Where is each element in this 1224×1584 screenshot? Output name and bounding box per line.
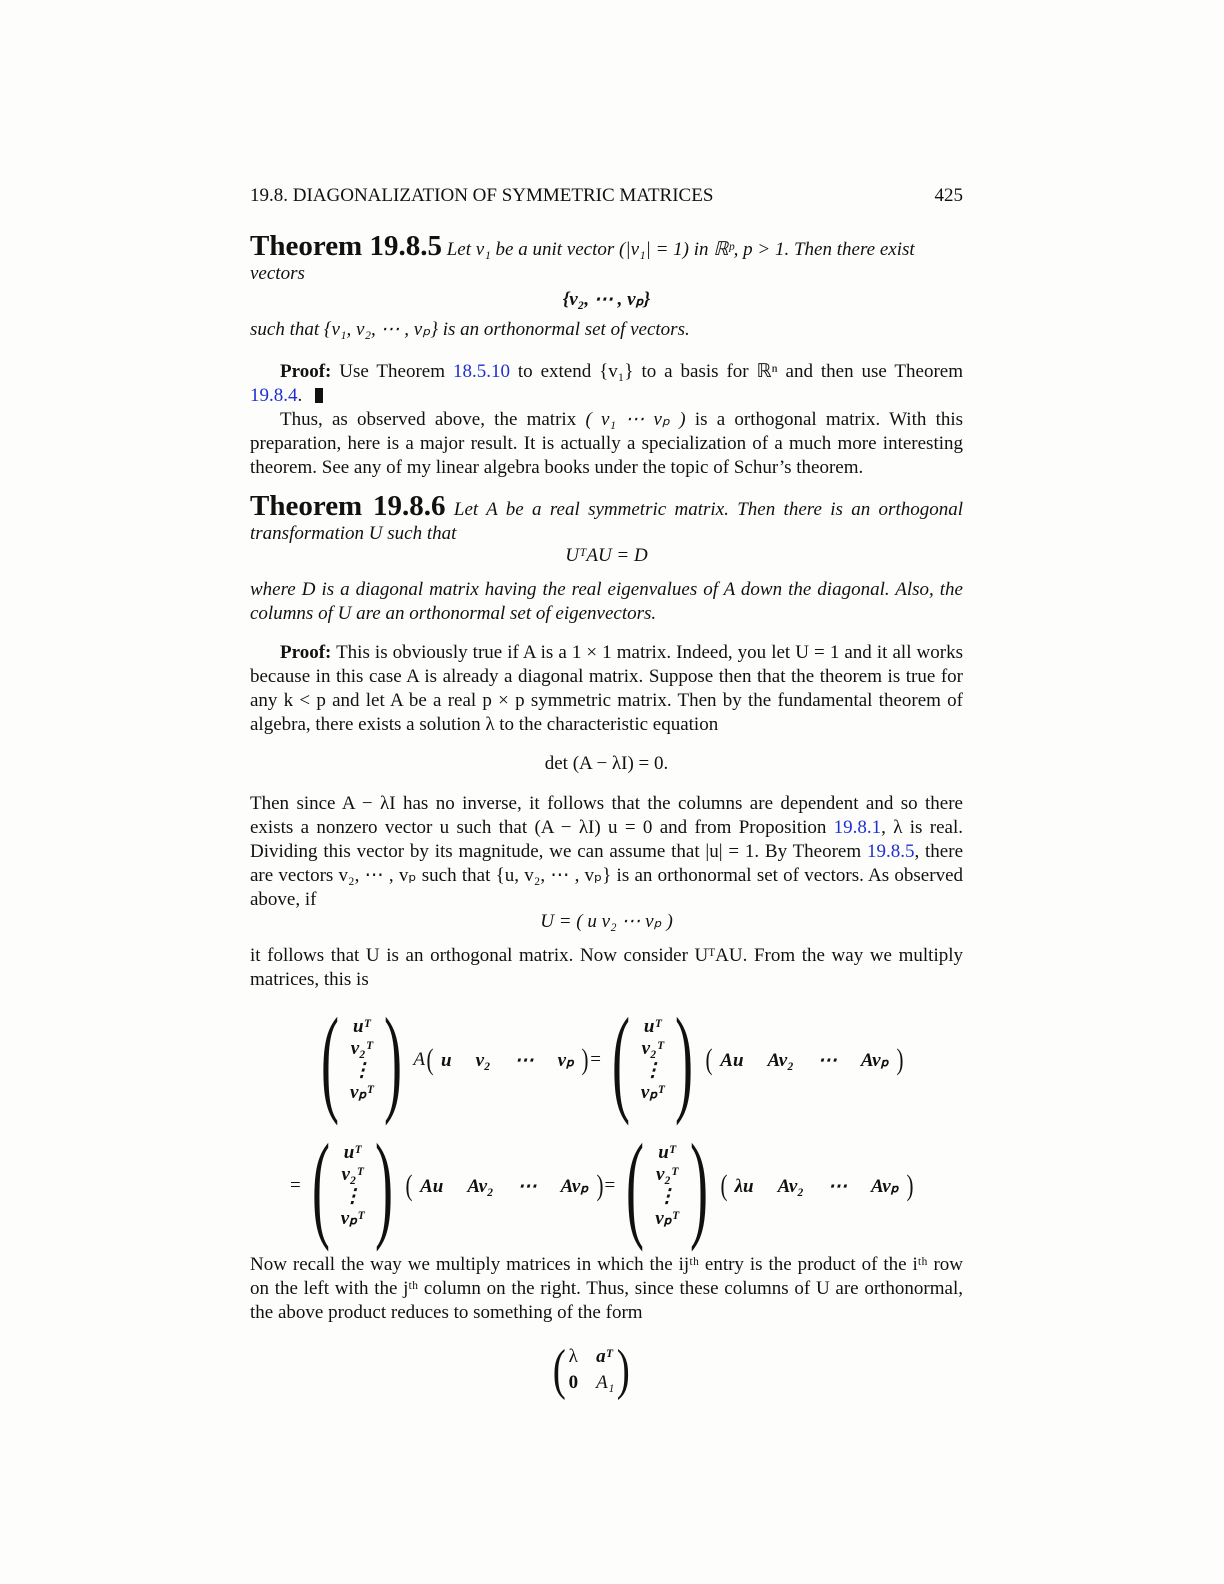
proof-text: to extend {v₁} to a basis for ℝⁿ and then use Theorem xyxy=(517,361,964,382)
display-math: det (A − λI) = 0. xyxy=(544,753,669,774)
matrix-entry: ⋯ xyxy=(827,1175,847,1197)
theorem-statement-cont: vectors xyxy=(250,263,305,284)
matrix-entry: ⋮ xyxy=(352,1060,372,1081)
left-paren: ( xyxy=(705,1043,713,1076)
link-theorem-19-8-5[interactable]: 19.8.5 xyxy=(866,841,915,862)
paragraph-text: preparation, here is a major result. It is actually a specialization of a much more interesting theorem. See any of my linear algebra books under the topic of Schur’s theorem. xyxy=(250,433,963,478)
proof-19-8-5 xyxy=(250,360,963,408)
paragraph xyxy=(250,408,963,480)
column-vector xyxy=(341,1142,364,1230)
proof-label: Proof: xyxy=(280,361,332,382)
left-paren: ( xyxy=(426,1043,434,1076)
right-paren: ) xyxy=(906,1169,914,1202)
theorem-statement-end: such that {v₁, v₂, ⋯ , vₚ} is an orthonormal set of vectors. xyxy=(250,319,690,340)
final-block-matrix xyxy=(550,1338,633,1402)
matrix-entry: λu xyxy=(734,1175,754,1197)
paragraph-text: , there are vectors v₂, ⋯ , vₚ such that {u, v₂, ⋯ , vₚ} is an orthonormal set of vectors. As observed above, if xyxy=(250,841,964,910)
right-paren: ) xyxy=(675,993,694,1126)
matrix-entry: Au xyxy=(720,1049,744,1071)
matrix-entry: ⋮ xyxy=(657,1186,677,1207)
matrix-entry: ⋮ xyxy=(342,1186,362,1207)
section-title: 19.8. DIAGONALIZATION OF SYMMETRIC MATRICES xyxy=(250,185,714,206)
right-paren: ) xyxy=(581,1043,589,1076)
row-vector xyxy=(441,1049,574,1072)
equation-row-2 xyxy=(290,1119,915,1252)
link-theorem-18-5-10[interactable]: 18.5.10 xyxy=(452,361,510,382)
matrix-entry: v₂ᵀ xyxy=(641,1038,664,1059)
paragraph: it follows that U is an orthogonal matrix. Now consider UᵀAU. From the way we multiply matrices, this is xyxy=(250,945,963,990)
matrix-grid xyxy=(569,1345,615,1395)
theorem-statement: Let A be a real symmetric matrix. Then there is an orthogonal transformation U such that xyxy=(250,499,964,544)
paragraph-text: , λ is real. Dividing this vector by its magnitude, we can assume that |u| = 1. By Theorem xyxy=(250,817,964,862)
proof-text: Use Theorem xyxy=(339,361,446,382)
matrix-symbol: A xyxy=(413,1049,425,1070)
matrix-entry: uᵀ xyxy=(658,1142,676,1163)
matrix-entry: vₚᵀ xyxy=(340,1208,365,1229)
matrix-entry: ⋯ xyxy=(817,1049,837,1071)
proof-text: . xyxy=(297,385,303,406)
paragraph: Now recall the way we multiply matrices in which the ijᵗʰ entry is the product of the iᵗʰ row on the left with the jᵗʰ column on the right. Thus, since these columns of U are orthonormal, the above product reduces to something of the form xyxy=(250,1254,963,1323)
matrix-entry: v₂ᵀ xyxy=(655,1164,678,1185)
left-paren: ( xyxy=(405,1169,413,1202)
equals-sign: = xyxy=(590,1049,601,1070)
paragraph xyxy=(250,792,963,912)
paragraph-text: Then since A − λI has no inverse, it follows that the columns are dependent and so there exists a nonzero vector u such that (A − λI) u = 0 and from Proposition xyxy=(250,793,963,838)
theorem-statement-end: where D is a diagonal matrix having the real eigenvalues of A down the diagonal. Also, the columns of U are an orthonormal set of eigenvectors. xyxy=(250,579,963,624)
matrix-entry: Avₚ xyxy=(860,1049,889,1071)
matrix-entry: vₚᵀ xyxy=(349,1082,374,1103)
right-paren: ) xyxy=(384,993,403,1126)
paragraph-text: is a orthogonal matrix. With this xyxy=(694,409,964,430)
row-vector xyxy=(420,1175,588,1198)
matrix-entry: uᵀ xyxy=(352,1016,371,1037)
matrix-entry: Au xyxy=(420,1175,444,1197)
proof-text: This is obviously true if A is a 1 × 1 matrix. Indeed, you let U = 1 and it all works because in this case A is already a diagonal matrix. Suppose then that the theorem is true for any k < p and let A be a real p × p symmetric matrix. Then by the fundamental theorem of algebra, there exists a solution λ to the characteristic equation xyxy=(250,642,963,735)
link-theorem-19-8-4[interactable]: 19.8.4 xyxy=(250,385,298,406)
matrix-entry: ⋮ xyxy=(643,1060,663,1081)
qed-symbol xyxy=(315,388,323,403)
theorem-statement: Let v₁ be a unit vector (|v₁| = 1) in ℝᵖ, p > 1. Then there exist xyxy=(446,239,915,260)
left-paren: ( xyxy=(720,1169,728,1202)
matrix-entry: v₂ᵀ xyxy=(341,1164,364,1185)
matrix-entry: aᵀ xyxy=(596,1346,613,1367)
matrix-entry: uᵀ xyxy=(343,1142,362,1163)
theorem-label: Theorem 19.8.5 xyxy=(250,230,442,262)
running-header xyxy=(250,184,963,208)
matrix-entry: vₚ xyxy=(557,1049,575,1071)
proof-19-8-6 xyxy=(250,641,963,737)
matrix-entry: Avₚ xyxy=(560,1175,589,1197)
matrix-entry: Av₂ xyxy=(777,1175,804,1197)
link-proposition-19-8-1[interactable]: 19.8.1 xyxy=(833,817,882,838)
right-paren: ) xyxy=(375,1119,394,1252)
left-paren: ( xyxy=(311,1119,330,1252)
right-paren: ) xyxy=(896,1043,904,1076)
matrix-entry: vₚᵀ xyxy=(655,1208,679,1229)
matrix-entry: ⋯ xyxy=(514,1049,534,1071)
column-vector xyxy=(350,1016,373,1104)
inline-matrix: ( v₁ ⋯ vₚ ) xyxy=(585,409,686,430)
page-number: 425 xyxy=(934,185,963,206)
matrix-entry: uᵀ xyxy=(643,1016,662,1037)
theorem-19-8-5 xyxy=(250,230,963,342)
right-paren: ) xyxy=(689,1119,708,1252)
matrix-entry: u xyxy=(440,1049,452,1071)
left-paren: ( xyxy=(320,993,339,1126)
matrix-entry: vₚᵀ xyxy=(640,1082,665,1103)
row-vector xyxy=(720,1049,888,1072)
matrix-entry: Avₚ xyxy=(870,1175,899,1197)
matrix-entry: 0 xyxy=(568,1372,579,1393)
display-math: U = ( u v₂ ⋯ vₚ ) xyxy=(540,911,673,932)
display-math: UᵀAU = D xyxy=(565,545,648,566)
matrix-entry: Av₂ xyxy=(467,1175,494,1197)
right-paren: ) xyxy=(617,1339,631,1401)
matrix-entry: v₂ xyxy=(475,1049,491,1071)
equals-sign: = xyxy=(604,1175,616,1196)
equals-sign: = xyxy=(290,1175,301,1196)
paragraph-text: Thus, as observed above, the matrix xyxy=(280,409,577,430)
right-paren: ) xyxy=(596,1169,604,1202)
left-paren: ( xyxy=(552,1339,566,1401)
column-vector xyxy=(655,1142,678,1230)
row-vector xyxy=(735,1175,899,1198)
matrix-entry: Av₂ xyxy=(767,1049,794,1071)
theorem-19-8-6 xyxy=(250,490,964,546)
display-math: {v₂, ⋯ , vₚ} xyxy=(562,289,651,310)
column-vector xyxy=(641,1016,664,1104)
left-paren: ( xyxy=(611,993,630,1126)
proof-label: Proof: xyxy=(280,642,332,663)
left-paren: ( xyxy=(626,1119,645,1252)
matrix-entry: λ xyxy=(568,1346,578,1367)
matrix-entry: ⋯ xyxy=(517,1175,537,1197)
theorem-label: Theorem 19.8.6 xyxy=(250,490,446,522)
equation-row-1 xyxy=(310,993,905,1126)
matrix-entry: v₂ᵀ xyxy=(350,1038,373,1059)
matrix-entry: A₁ xyxy=(596,1372,615,1393)
